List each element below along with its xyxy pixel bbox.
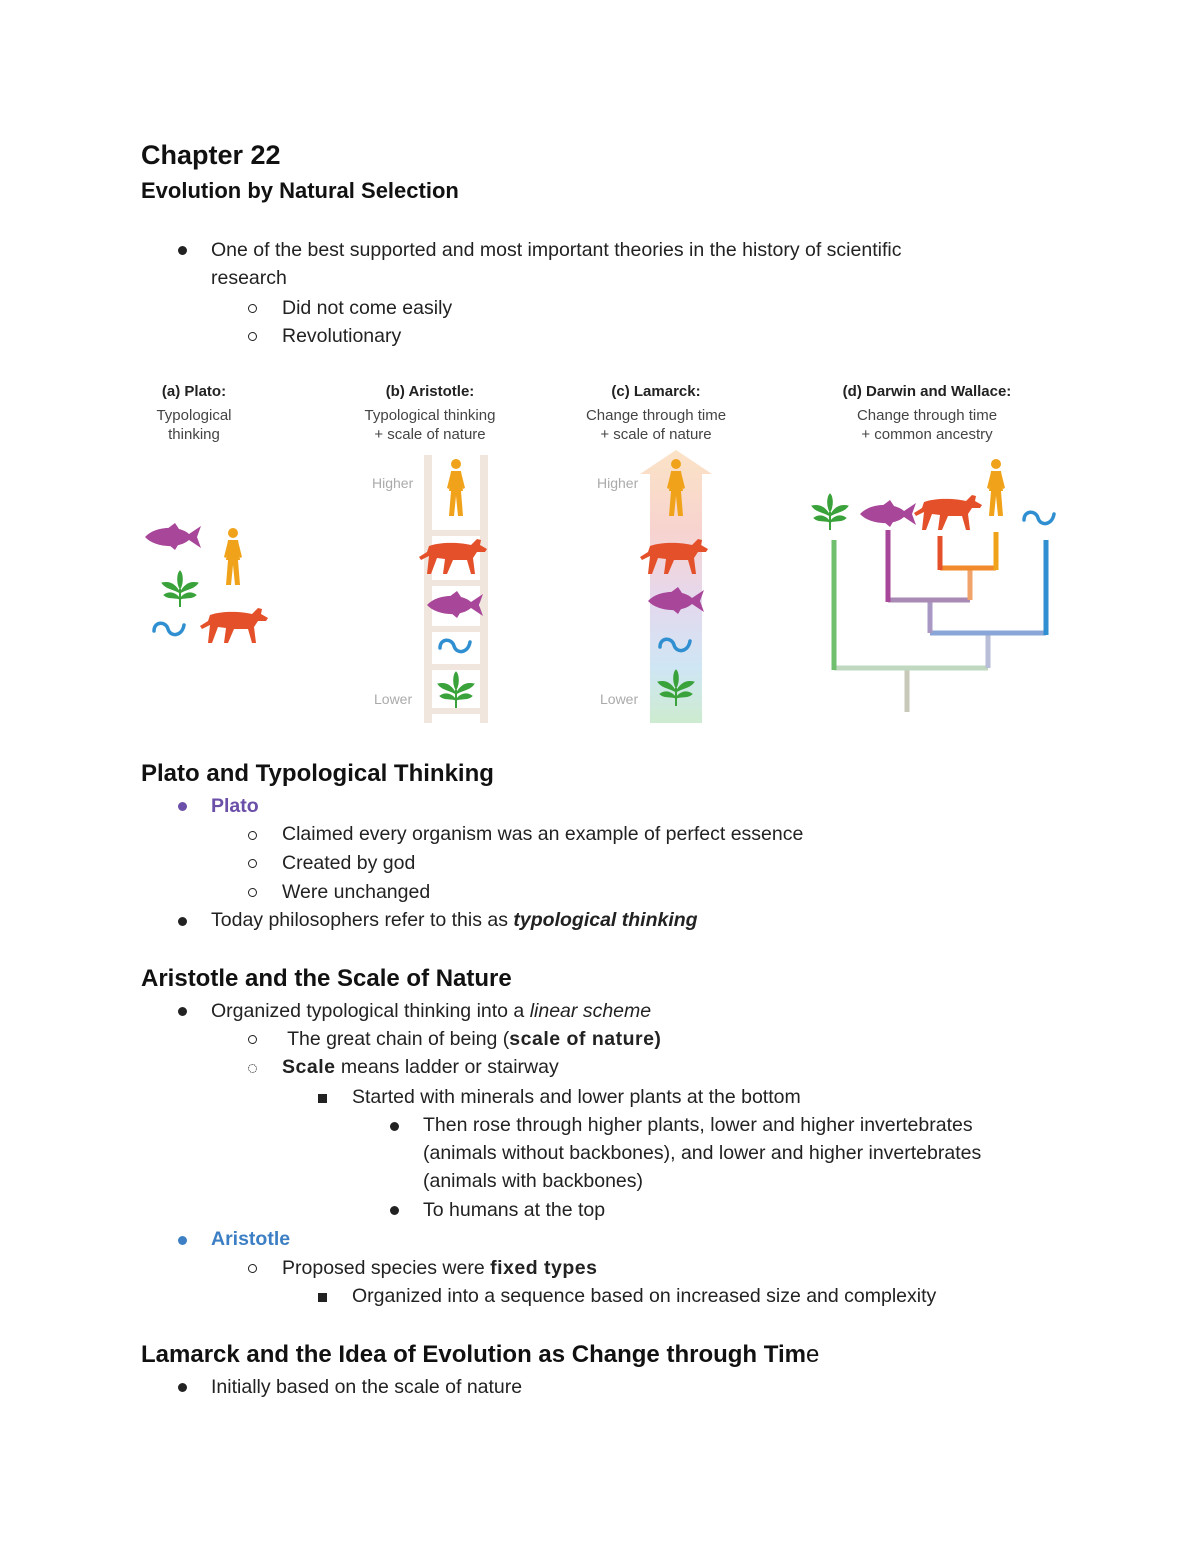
aristotle-third-item: Organized into a sequence based on increased size and complexity [352,1285,937,1307]
bullet-dot [390,1206,399,1215]
bullet-dot [178,1236,187,1245]
plant-icon [162,571,198,607]
phylogenetic-tree [834,530,1046,712]
aristotle-fourth-item-line2: (animals without backbones), and lower and higher invertebrates [423,1142,982,1164]
panel-a-caption: thinking [168,426,220,443]
plato-sub-item: Were unchanged [282,881,431,903]
bullet-dot [178,1007,187,1016]
bullet-dot [178,802,187,811]
panel-b-caption: + scale of nature [374,426,486,443]
bullet-dot [178,246,187,255]
text-run: Proposed species were [282,1257,491,1279]
plato-today-line [211,906,698,934]
text-run: Organized typological thinking into a [211,1000,530,1022]
chapter-subtitle: Evolution by Natural Selection [141,178,459,203]
worm-icon [154,623,184,634]
human-icon [224,528,242,585]
term-typological-thinking: typological thinking [513,909,698,931]
bullet-circle [248,332,257,341]
panel-a-title: (a) Plato: [161,383,227,400]
plato-sub-item: Claimed every organism was an example of perfect essence [282,823,804,845]
fish-icon [427,591,483,618]
panel-c-caption: Change through time [585,407,727,424]
fish-icon [860,500,916,527]
plato-name: Plato [211,795,259,817]
aristotle-third-item: Started with minerals and lower plants at the bottom [352,1086,801,1108]
worm-icon [1024,512,1054,523]
term-linear-scheme: linear scheme [529,1000,652,1022]
text-run: The great chain of being ( [282,1028,510,1050]
aristotle-sub-item [282,1254,598,1282]
bullet-circle [248,1264,257,1273]
panel-b-caption: Typological thinking [364,407,496,424]
panel-d-caption: + common ancestry [861,426,993,443]
plato-sub-item: Created by god [282,852,416,874]
aristotle-sub-item [282,1053,559,1081]
bullet-dot [178,917,187,926]
lower-label: Lower [374,691,413,707]
aristotle-name: Aristotle [211,1228,291,1250]
text-run: e [805,1341,820,1368]
plant-icon [438,672,474,708]
text-run: Lamarck and the Idea of Evolution as Change through Tim [141,1341,806,1368]
section-heading-aristotle: Aristotle and the Scale of Nature [141,965,512,992]
section-heading-plato: Plato and Typological Thinking [141,760,494,787]
text-run: means ladder or stairway [335,1056,559,1078]
intro-sub-item: Did not come easily [282,297,453,319]
intro-bullet-line1: One of the best supported and most important theories in the history of scientific [211,239,902,261]
fish-icon [145,523,201,550]
bullet-square [318,1094,327,1103]
bullet-circle [248,859,257,868]
bullet-circle [248,1064,257,1073]
higher-label: Higher [372,475,414,491]
term-fixed-types: fixed types [490,1257,598,1279]
dog-icon [914,495,982,530]
higher-label: Higher [597,475,639,491]
text-run: Today philosophers refer to this as [211,909,514,931]
term-scale-of-nature: scale of nature) [509,1028,662,1050]
worm-icon [440,640,470,651]
aristotle-fourth-item-line3: (animals with backbones) [423,1170,644,1192]
bullet-dot [178,1383,187,1392]
lamarck-bullet: Initially based on the scale of nature [211,1376,523,1398]
panel-d-caption: Change through time [856,407,998,424]
bullet-circle [248,831,257,840]
bullet-square [318,1293,327,1302]
human-icon [987,459,1005,516]
aristotle-fourth-item-line1: Then rose through higher plants, lower and higher invertebrates [423,1114,973,1136]
panel-c-title: (c) Lamarck: [611,383,701,400]
panel-d-title: (d) Darwin and Wallace: [842,383,1012,400]
aristotle-sub-item [282,1025,661,1053]
bullet-dot [390,1122,399,1131]
term-scale: Scale [282,1056,336,1078]
panel-b-title: (b) Aristotle: [385,383,475,400]
bullet-circle [248,304,257,313]
intro-sub-item: Revolutionary [282,325,402,347]
bullet-circle [248,1035,257,1044]
section-heading-lamarck [141,1341,819,1369]
aristotle-bullet [211,997,651,1025]
evolution-theories-figure [130,372,1080,727]
panel-c-caption: + scale of nature [600,426,712,443]
bullet-circle [248,888,257,897]
plant-icon [812,494,848,530]
intro-bullet-line2: research [211,267,287,289]
lower-label: Lower [600,691,639,707]
human-icon [447,459,465,516]
aristotle-fourth-item: To humans at the top [423,1199,606,1221]
dog-icon [200,608,268,643]
panel-a-caption: Typological [156,407,232,424]
chapter-title: Chapter 22 [141,140,281,170]
